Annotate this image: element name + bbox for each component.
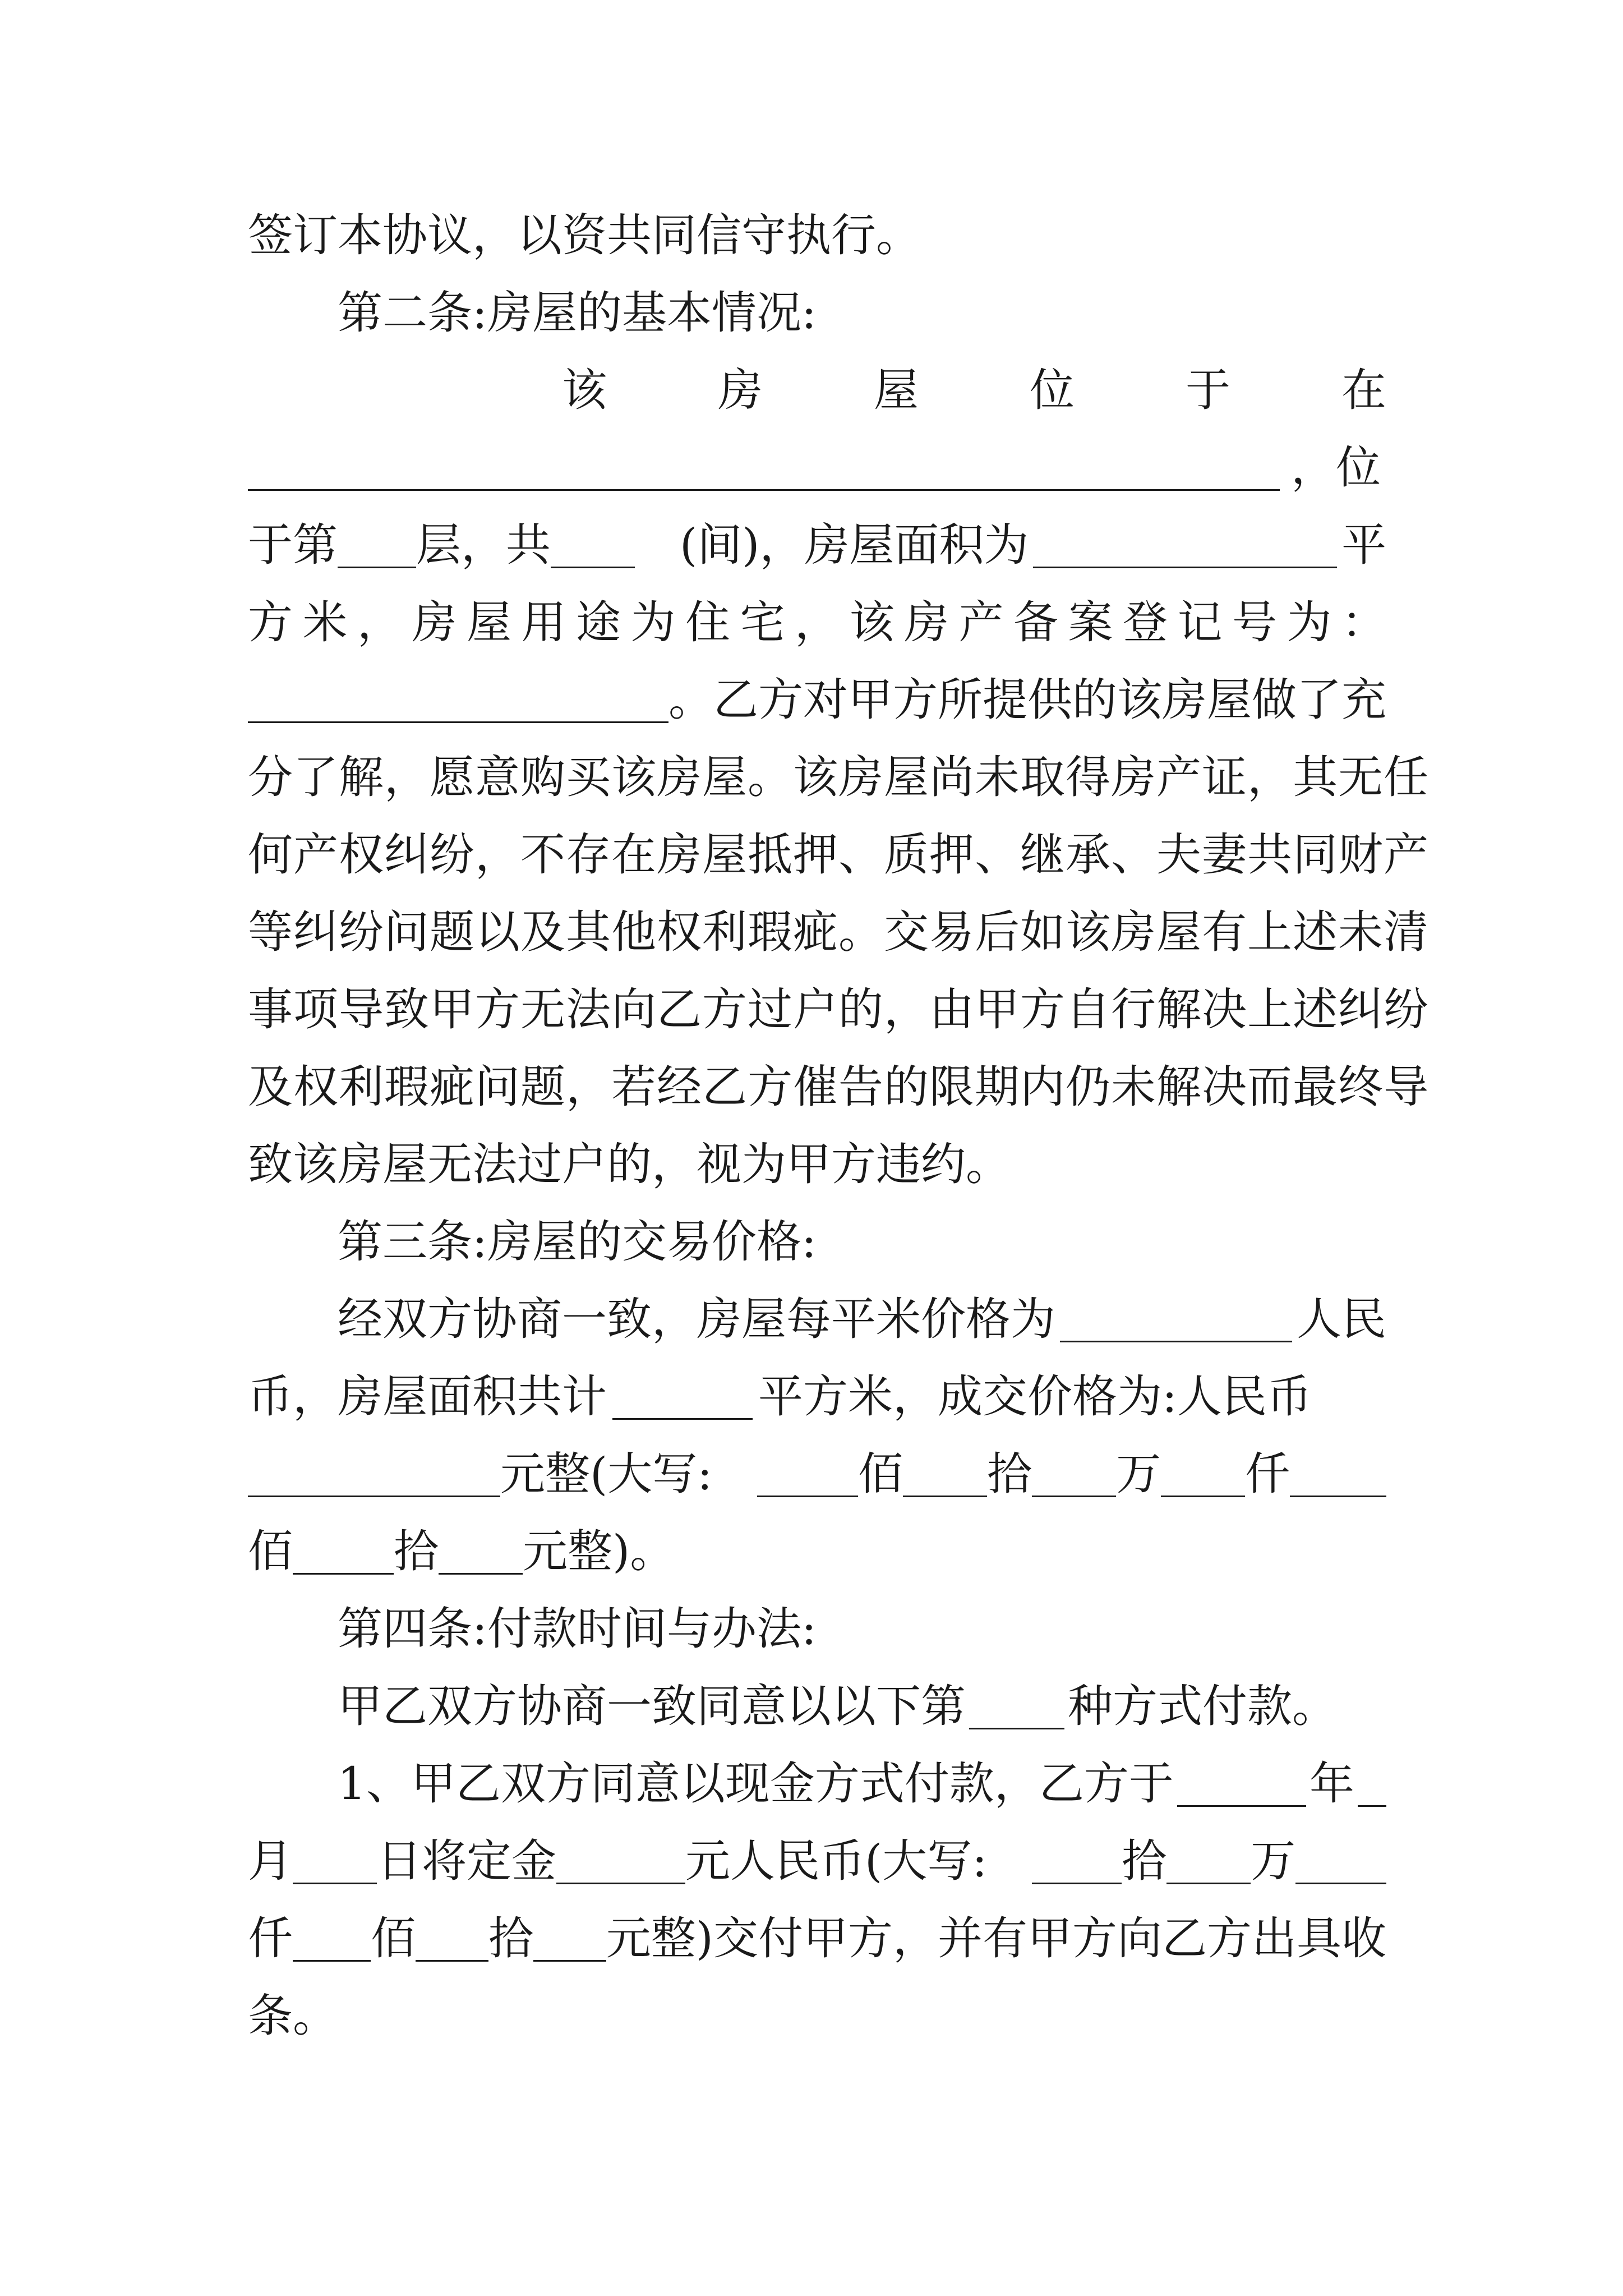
text: 签订本协议，以资共同信守执行。 (248, 209, 921, 261)
char: 为 (630, 596, 676, 648)
address-blank[interactable] (248, 445, 1280, 491)
paragraph-line (248, 1678, 1386, 1734)
amount-ten-thousand-blank[interactable] (1032, 1452, 1116, 1497)
text (1291, 440, 1386, 496)
paragraph-line (248, 827, 1429, 883)
char: 位 (1030, 364, 1075, 416)
char: 在 (1341, 364, 1386, 416)
char: 屋 (874, 364, 919, 416)
paragraph-line (248, 1911, 1386, 1967)
char: 于 (1186, 364, 1230, 416)
paragraph-line (248, 1756, 1386, 1812)
paragraph-line (248, 208, 1386, 264)
text: 。乙方对甲方所提供的该房屋做了充 (668, 674, 1386, 726)
text: 拾 (488, 1912, 533, 1964)
deposit-hundred-thousand-blank[interactable] (1032, 1839, 1122, 1884)
char: 米 (302, 596, 348, 648)
amount-trailing-blank[interactable] (1290, 1452, 1386, 1497)
paragraph-line (248, 749, 1429, 806)
char: 该 (849, 596, 895, 648)
char: 案 (1068, 596, 1113, 648)
char: 住 (685, 596, 730, 648)
text: 元整)。 (523, 1525, 675, 1577)
paragraph-line (248, 1446, 1386, 1502)
amount-hundred-million-blank[interactable] (757, 1452, 858, 1497)
text: 万 (1116, 1448, 1161, 1500)
char: 用 (521, 596, 566, 648)
text: 第四条:付款时间与办法: (338, 1603, 817, 1655)
text: 种方式付款。 (1068, 1680, 1337, 1732)
section-heading-3 (248, 1214, 1386, 1270)
amount-ten-million-blank[interactable] (903, 1452, 987, 1497)
char: 号 (1232, 596, 1277, 648)
text: 事项导致甲方无法向乙方过户的，由甲方自行解决上述纠纷 (248, 983, 1429, 1036)
deposit-ten-thousand-blank[interactable] (1166, 1839, 1251, 1884)
text: 年 (1309, 1757, 1354, 1810)
section-heading-4 (248, 1601, 1386, 1657)
char: 备 (1013, 596, 1058, 648)
text: 人民 (1297, 1293, 1386, 1345)
text: 致该房屋无法过户的，视为甲方违约。 (248, 1138, 1011, 1190)
char: 该 (562, 364, 607, 416)
paragraph-line (248, 982, 1429, 1038)
paragraph-line (248, 1988, 1386, 2044)
deposit-thousand-blank[interactable] (293, 1916, 371, 1962)
paragraph-line (248, 904, 1429, 960)
text: 佰 (858, 1448, 903, 1500)
text: 条。 (248, 1990, 338, 2042)
text: 第二条:房屋的基本情况: (338, 287, 817, 339)
text: 佰 (371, 1912, 416, 1964)
char: ， (795, 596, 840, 648)
char: 方 (248, 596, 293, 648)
text: 仟 (1245, 1448, 1290, 1500)
paragraph-line-spaced (248, 595, 1386, 651)
char: 登 (1123, 596, 1168, 648)
text: 第三条:房屋的交易价格: (338, 1216, 817, 1268)
paragraph-line (248, 1059, 1429, 1115)
month-blank[interactable] (1358, 1761, 1386, 1807)
rooms-blank[interactable] (551, 523, 635, 568)
text: 日将定金 (377, 1835, 556, 1887)
text: 何产权纠纷，不存在房屋抵押、质押、继承、夫妻共同财产 (248, 829, 1429, 881)
amount-ten-blank[interactable] (439, 1529, 523, 1575)
paragraph-line (248, 1524, 1386, 1580)
text: 层，共 (416, 519, 551, 571)
area-blank[interactable] (1033, 523, 1337, 568)
text: 元整)交付甲方，并有甲方向乙方出具收 (606, 1912, 1386, 1964)
deposit-blank[interactable] (556, 1839, 685, 1884)
paragraph-line (248, 1137, 1386, 1193)
payment-method-blank[interactable] (969, 1684, 1064, 1729)
text: 元人民币(大写: (685, 1835, 988, 1887)
char: 产 (958, 596, 1004, 648)
text: 仟 (248, 1912, 293, 1964)
section-heading-2 (248, 285, 1386, 341)
char: 房 (904, 596, 949, 648)
paragraph-line-spaced (248, 362, 1386, 418)
paragraph-line (248, 1833, 1386, 1889)
total-price-blank[interactable] (248, 1452, 500, 1497)
paragraph-line (248, 1369, 1386, 1425)
text: 币，房屋面积共计 (248, 1370, 607, 1423)
char: 记 (1177, 596, 1223, 648)
paragraph-line (248, 672, 1386, 728)
amount-hundred-blank[interactable] (293, 1529, 394, 1575)
deposit-ten-blank[interactable] (533, 1916, 606, 1962)
paragraph-line (248, 517, 1386, 573)
text: 经双方协商一致，房屋每平米价格为 (338, 1293, 1055, 1345)
text: 拾 (394, 1525, 439, 1577)
day-blank[interactable] (293, 1839, 377, 1884)
text: 月 (248, 1835, 293, 1887)
amount-thousand-blank[interactable] (1161, 1452, 1245, 1497)
text: 及权利瑕疵问题，若经乙方催告的限期内仍未解决而最终导 (248, 1061, 1429, 1113)
char: ： (1341, 596, 1386, 648)
text: 甲乙双方协商一致同意以以下第 (338, 1680, 966, 1732)
price-per-sqm-blank[interactable] (1060, 1297, 1292, 1342)
char: 为 (1287, 596, 1332, 648)
text: 元整(大写: (500, 1448, 713, 1500)
char: 屋 (467, 596, 511, 648)
text: 平 (1341, 519, 1386, 571)
text: (间)，房屋面积为 (680, 519, 1029, 571)
deposit-trailing-blank[interactable] (1295, 1839, 1386, 1884)
text: 1、甲乙双方同意以现金方式付款，乙方于 (338, 1757, 1174, 1810)
text: 等纠纷问题以及其他权利瑕疵。交易后如该房屋有上述未清 (248, 906, 1429, 958)
text: 拾 (1122, 1835, 1167, 1887)
text: 万 (1251, 1835, 1296, 1887)
text: 佰 (248, 1525, 293, 1577)
text: 分了解，愿意购买该房屋。该房屋尚未取得房产证，其无任 (248, 751, 1429, 803)
char: 房 (412, 596, 457, 648)
text: 于第 (248, 519, 338, 571)
deposit-hundred-blank[interactable] (416, 1916, 488, 1962)
char: ， (357, 596, 402, 648)
registration-number-blank[interactable] (248, 678, 668, 723)
year-blank[interactable] (1177, 1761, 1306, 1807)
text: ，位 (1291, 441, 1381, 494)
paragraph-line (248, 1291, 1386, 1347)
char: 宅 (740, 596, 785, 648)
floor-blank[interactable] (338, 523, 416, 568)
text: 拾 (987, 1448, 1032, 1500)
char: 途 (576, 596, 621, 648)
total-area-blank[interactable] (612, 1374, 753, 1420)
paragraph-line (248, 440, 1386, 496)
char: 房 (718, 364, 763, 416)
text: 平方米，成交价格为:人民币 (758, 1370, 1312, 1423)
